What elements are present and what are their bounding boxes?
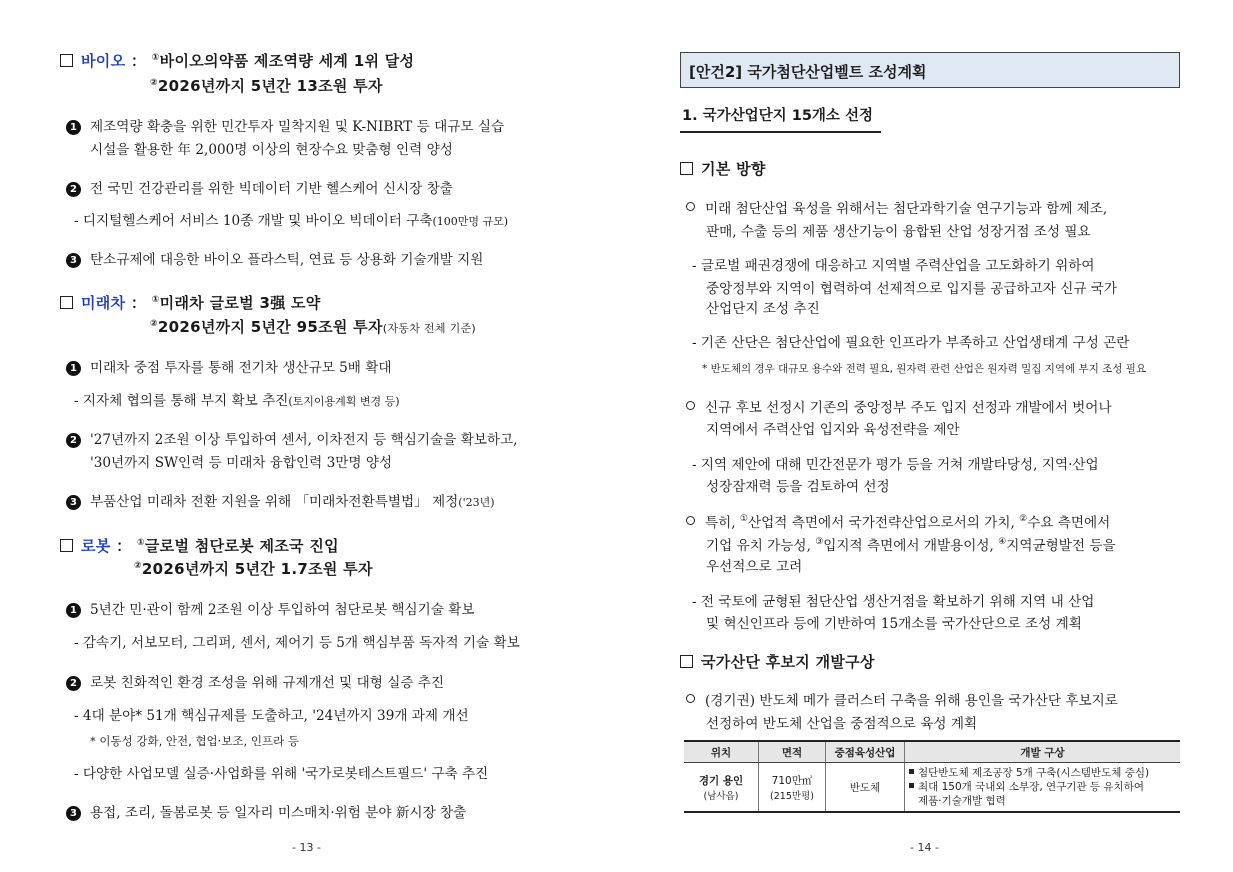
basic-para-3: 특히, ①산업적 측면에서 국가전략산업으로서의 가치, ②수요 측면에서 (686, 511, 1110, 531)
basic-para-2-sub1: - 지역 제안에 대해 민간전문가 평가 등을 거쳐 개발타당성, 지역·산업 (692, 457, 1099, 473)
car-item-1: 1 미래차 중점 투자를 통해 전기차 생산규모 5배 확대 (66, 356, 392, 376)
basic-para-3-sub1-cont: 및 혁신인프라 등에 기반하여 15개소를 국가산단으로 조성 계획 (706, 616, 1082, 632)
number-1-icon: 1 (66, 361, 81, 376)
table-cell-location: 경기 용인 (남사읍) (684, 763, 759, 813)
bullet-square-icon (909, 783, 914, 788)
robot-item-2-sub: - 4대 분야* 51개 핵심규제를 도출하고, '24년까지 39개 과제 개선 (74, 708, 469, 724)
robot-item-2-note: * 이동성 강화, 안전, 협업·보조, 인프라 등 (90, 734, 299, 748)
table-cell-area: 710만㎡ (215만평) (759, 763, 826, 813)
basic-para-2-sub1-cont: 성장잠재력 등을 검토하여 선정 (706, 479, 890, 495)
section-car-title: 미래차 ： ①미래차 글로벌 3强 도약 (60, 292, 321, 313)
bio-item-3: 3 탄소규제에 대응한 바이오 플라스틱, 연료 등 상용화 기술개발 지원 (66, 248, 483, 268)
candidate-site-table (684, 740, 1180, 813)
robot-item-1-sub: - 감속기, 서보모터, 그리퍼, 센서, 제어기 등 5개 핵심부품 독자적 기술 확보 (74, 635, 520, 651)
basic-para-3-sub1: - 전 국토에 균형된 첨단산업 생산거점을 확보하기 위해 지역 내 산업 (692, 594, 1095, 610)
bio-item-1-cont: 시설을 활용한 年 2,000명 이상의 현장수요 맞춤형 인력 양성 (90, 142, 453, 158)
number-3-icon: 3 (66, 806, 81, 821)
section-car-goal2: ②2026년까지 5년간 95조원 투자(자동차 전체 기준) (150, 318, 477, 336)
bullet-square-icon (909, 769, 914, 774)
number-3-icon: 3 (66, 253, 81, 268)
bullet-circle-icon (686, 516, 695, 525)
candidate-para-1: (경기권) 반도체 메가 클러스터 구축을 위해 용인을 국가산단 후보지로 (686, 689, 1118, 709)
table-header-cell: 면적 (759, 741, 826, 763)
subsection-candidate-title: 국가산단 후보지 개발구상 (680, 651, 875, 672)
basic-para-3-cont2: 우선적으로 고려 (706, 559, 803, 575)
agenda-header: [안건2] 국가첨단산업벨트 조성계획 (680, 52, 1180, 88)
robot-item-1: 1 5년간 민·관이 함께 2조원 이상 투입하여 첨단로봇 핵심기술 확보 (66, 598, 474, 618)
section-robot-title: 로봇 ： ①글로벌 첨단로봇 제조국 진입 (60, 535, 339, 556)
document-page-13 (0, 0, 616, 872)
checkbox-square-icon (60, 539, 73, 552)
basic-para-1-note: * 반도체의 경우 대규모 용수와 전력 필요, 원자력 관련 산업은 원자력 밀집 지역에 부지 조성 필요 (702, 363, 1147, 375)
checkbox-square-icon (60, 54, 73, 67)
table-row (684, 763, 1180, 813)
table-cell-plan: 첨단반도체 제조공장 5개 구축(시스템반도체 중심) 최대 150개 국내외 소부장, 연구기관 등 유치하여 제품·기술개발 협력 (905, 763, 1181, 813)
car-item-2: 2 '27년까지 2조원 이상 투입하여 센서, 이차전지 등 핵심기술을 확보하고, (66, 428, 517, 448)
bullet-circle-icon (686, 694, 695, 703)
basic-para-2: 신규 후보 선정시 기존의 중앙정부 주도 입지 선정과 개발에서 벗어나 (686, 396, 1112, 416)
bio-item-2: 2 전 국민 건강관리를 위한 빅데이터 기반 헬스케어 신시장 창출 (66, 177, 453, 197)
number-2-icon: 2 (66, 676, 81, 691)
table-header-row (684, 741, 1180, 763)
bullet-circle-icon (686, 401, 695, 410)
robot-item-2: 2 로봇 친화적인 환경 조성을 위해 규제개선 및 대형 실증 추진 (66, 671, 444, 691)
basic-para-3-cont: 기업 유치 가능성, ③입지적 측면에서 개발용이성, ④지역균형발전 등을 (706, 537, 1116, 554)
section-heading: 1. 국가산업단지 15개소 선정 (680, 104, 881, 133)
subsection-basic-title: 기본 방향 (680, 158, 766, 179)
checkbox-square-icon (60, 296, 73, 309)
table-header-cell: 위치 (684, 741, 759, 763)
number-3-icon: 3 (66, 495, 81, 510)
bio-item-1: 1 제조역량 확충을 위한 민간투자 밀착지원 및 K-NIBRT 등 대규모 실습 (66, 115, 504, 135)
number-2-icon: 2 (66, 182, 81, 197)
robot-item-2-sub2: - 다양한 사업모델 실증·사업화를 위해 '국가로봇테스트필드' 구축 추진 (74, 766, 489, 782)
checkbox-square-icon (680, 162, 693, 175)
page-number: - 13 - (292, 841, 321, 854)
basic-para-1-sub1-cont2: 산업단지 조성 추진 (706, 301, 820, 317)
number-1-icon: 1 (66, 603, 81, 618)
basic-para-1-sub1: - 글로벌 패권경쟁에 대응하고 지역별 주력산업을 고도화하기 위하여 (692, 258, 1095, 274)
section-bio-goal2: ②2026년까지 5년간 13조원 투자 (150, 77, 383, 95)
basic-para-1: 미래 첨단산업 육성을 위해서는 첨단과학기술 연구기능과 함께 제조, (686, 197, 1107, 217)
basic-para-1-sub2: - 기존 산단은 첨단산업에 필요한 인프라가 부족하고 산업생태계 구성 곤란 (692, 335, 1130, 351)
bullet-circle-icon (686, 202, 695, 211)
car-item-3: 3 부품산업 미래차 전환 지원을 위해 「미래차전환특별법」 제정('23년) (66, 490, 495, 510)
basic-para-1-cont: 판매, 수출 등의 제품 생산기능이 융합된 산업 성장거점 조성 필요 (706, 224, 1091, 240)
section-bio-title: 바이오 ： ①바이오의약품 제조역량 세계 1위 달성 (60, 50, 414, 71)
page-number: - 14 - (910, 841, 939, 854)
candidate-para-1-cont: 선정하여 반도체 산업을 중점적으로 육성 계획 (706, 716, 978, 732)
basic-para-2-cont: 지역에서 주력산업 입지와 육성전략을 제안 (706, 422, 960, 438)
car-item-2-cont: '30년까지 SW인력 등 미래차 융합인력 3만명 양성 (90, 455, 393, 471)
bio-item-2-sub: - 디지털헬스케어 서비스 10종 개발 및 바이오 빅데이터 구축(100만명 규모) (74, 213, 509, 229)
basic-para-1-sub1-cont: 중앙정부와 지역이 협력하여 선제적으로 입지를 공급하고자 신규 국가 (706, 281, 1118, 297)
table-header-cell: 중점육성산업 (826, 741, 905, 763)
document-page-14 (616, 0, 1233, 872)
robot-item-3: 3 용접, 조리, 돌봄로봇 등 일자리 미스매치·위험 분야 新시장 창출 (66, 801, 466, 821)
number-1-icon: 1 (66, 120, 81, 135)
checkbox-square-icon (680, 655, 693, 668)
table-header-cell: 개발 구상 (905, 741, 1181, 763)
car-item-1-sub: - 지자체 협의를 통해 부지 확보 추진(토지이용계획 변경 등) (74, 393, 400, 409)
table-cell-industry: 반도체 (826, 763, 905, 813)
number-2-icon: 2 (66, 433, 81, 448)
section-robot-goal2: ②2026년까지 5년간 1.7조원 투자 (134, 560, 373, 578)
